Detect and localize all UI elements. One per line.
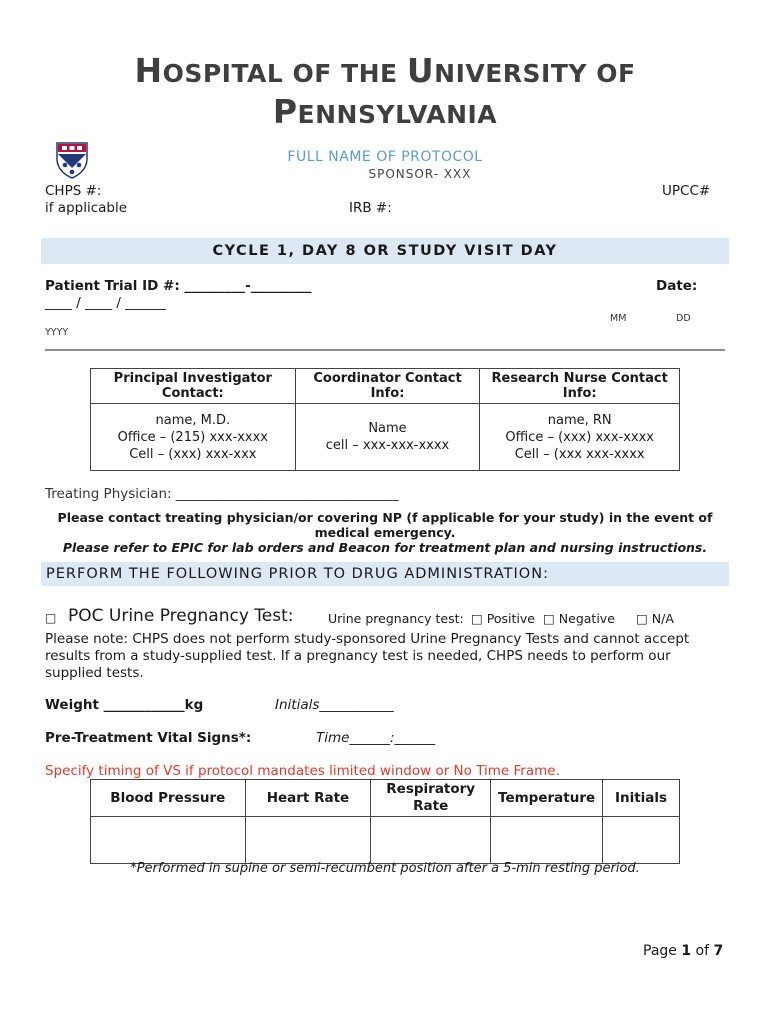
treating-physician: Treating Physician: _________________________________ — [45, 486, 399, 502]
pi-header: Principal Investigator Contact: — [91, 369, 296, 404]
nurse-cell: Cell – (xxx xxx-xxxx — [514, 446, 645, 462]
poc-urine-pregnancy-label: POC Urine Pregnancy Test: — [68, 606, 294, 626]
heart-rate-cell[interactable] — [245, 817, 371, 864]
epic-instruction: Please refer to EPIC for lab orders and Beacon for treatment plan and nursing instructions. — [62, 540, 708, 555]
respiratory-rate-cell[interactable] — [371, 817, 491, 864]
coordinator-contact-cell — [295, 404, 480, 471]
pregnancy-note-line3: supplied tests. — [45, 665, 144, 681]
if-applicable-note: if applicable — [45, 200, 128, 216]
pi-name: name, M.D. — [155, 412, 231, 428]
contact-instruction-line2: medical emergency. — [314, 525, 456, 540]
nurse-header: Research Nurse Contact Info: — [480, 369, 680, 404]
chps-number: CHPS #: — [45, 183, 102, 199]
page-title: HOSPITAL OF THE UNIVERSITY OF — [134, 51, 636, 90]
upcc-number: UPCC# — [662, 183, 711, 199]
pi-contact-cell — [91, 404, 296, 471]
pi-cell: Cell – (xxx) xxx-xxx — [129, 446, 257, 462]
pregnancy-note-line1: Please note: CHPS does not perform study-sponsored Urine Pregnancy Tests and cannot accept — [45, 631, 690, 647]
initials-field: Initials___________ — [275, 697, 394, 713]
pre-drug-banner: PERFORM THE FOLLOWING PRIOR TO DRUG ADMINISTRATION: — [41, 562, 729, 586]
page-title-line2: PENNSYLVANIA — [272, 92, 498, 131]
respiratory-rate-header: Respiratory Rate — [371, 780, 491, 817]
coordinator-cell: cell – xxx-xxx-xxxx — [325, 438, 450, 453]
time-field: Time______:______ — [316, 730, 436, 746]
patient-trial-id: Patient Trial ID #: _________-_________ — [45, 278, 312, 294]
temperature-header: Temperature — [491, 780, 603, 817]
date-yyyy-label: YYYY — [45, 327, 69, 338]
date-dd-label: DD — [676, 313, 691, 324]
date-mm-label: MM — [610, 313, 627, 324]
nurse-contact-cell — [480, 404, 680, 471]
coordinator-name: Name — [368, 421, 407, 436]
vitals-footnote: *Performed in supine or semi-recumbent position after a 5-min resting period. — [130, 861, 640, 876]
date-blanks: ____ / ____ / ______ — [45, 295, 166, 311]
date-label: Date: — [656, 278, 698, 294]
poc-checkbox[interactable]: □ — [45, 611, 57, 625]
weight-field: Weight ____________kg — [45, 697, 204, 713]
initials-header: Initials — [603, 780, 680, 817]
contacts-table — [90, 368, 680, 471]
urine-result-label: Urine pregnancy test: — [328, 611, 464, 626]
page-number: Page 1 of 7 — [643, 943, 724, 959]
heart-rate-header: Heart Rate — [245, 780, 371, 817]
nurse-name: name, RN — [547, 412, 612, 428]
blood-pressure-cell[interactable] — [91, 817, 246, 864]
vital-signs-label: Pre-Treatment Vital Signs*: — [45, 730, 252, 746]
option-positive[interactable]: □ Positive — [471, 611, 535, 626]
irb-number: IRB #: — [349, 200, 392, 216]
protocol-name: FULL NAME OF PROTOCOL — [287, 149, 483, 165]
blood-pressure-header: Blood Pressure — [91, 780, 246, 817]
contact-instruction-line1: Please contact treating physician/or covering NP (f applicable for your study) in the event of — [57, 510, 713, 525]
option-na[interactable]: □ N/A — [636, 611, 674, 626]
coordinator-header: Coordinator Contact Info: — [295, 369, 480, 404]
nurse-office: Office – (xxx) xxx-xxxx — [505, 429, 654, 445]
initials-cell[interactable] — [603, 817, 680, 864]
sponsor: SPONSOR- XXX — [368, 167, 472, 181]
section-divider — [45, 349, 725, 351]
vs-timing-note: Specify timing of VS if protocol mandates limited window or No Time Frame. — [45, 763, 560, 779]
vital-signs-table — [90, 779, 680, 864]
pi-office: Office – (215) xxx-xxxx — [117, 429, 268, 445]
visit-banner: CYCLE 1, DAY 8 OR STUDY VISIT DAY — [41, 238, 729, 264]
option-negative[interactable]: □ Negative — [543, 611, 615, 626]
temperature-cell[interactable] — [491, 817, 603, 864]
pregnancy-note-line2: results from a study-supplied test. If a pregnancy test is needed, CHPS needs to perform our — [45, 648, 671, 664]
